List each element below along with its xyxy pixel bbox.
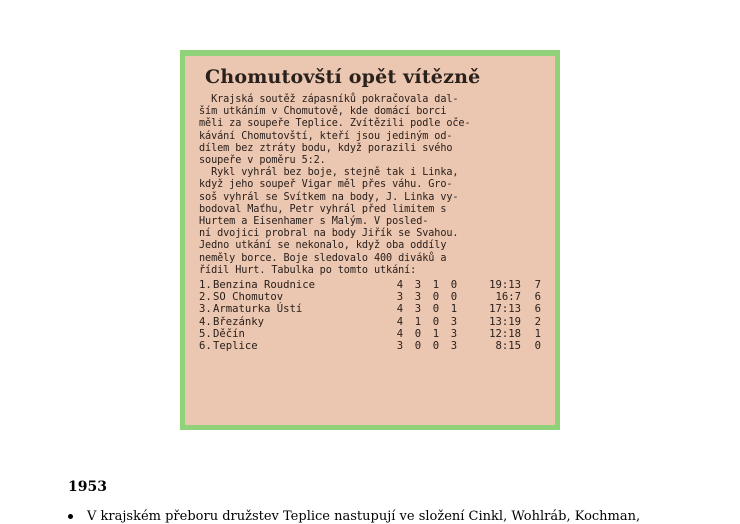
standings-played: 4 xyxy=(396,303,404,316)
standings-team: Armaturka Ústí xyxy=(213,303,303,316)
standings-team: Březánky xyxy=(213,315,265,328)
standings-wins: 0 xyxy=(414,327,422,340)
standings-rank: 3. xyxy=(199,303,212,316)
standings-points: 6 xyxy=(534,291,541,304)
standings-wins: 0 xyxy=(414,340,422,353)
standings-draws: 0 xyxy=(432,303,440,316)
standings-rank: 1. xyxy=(199,279,212,292)
bullet-icon xyxy=(68,514,73,519)
standings-losses: 3 xyxy=(450,340,458,353)
standings-rank: 6. xyxy=(199,340,212,353)
standings-losses: 3 xyxy=(450,327,458,340)
standings-row xyxy=(199,279,543,291)
standings-wins: 3 xyxy=(414,291,422,304)
standings-points: 2 xyxy=(534,315,541,328)
newspaper-clipping xyxy=(180,50,560,430)
standings-rank: 4. xyxy=(199,315,212,328)
standings-points: 6 xyxy=(534,303,541,316)
standings-rank: 5. xyxy=(199,327,212,340)
standings-wins: 3 xyxy=(414,279,422,292)
standings-rank: 2. xyxy=(199,291,212,304)
list-item xyxy=(68,509,728,524)
standings-draws: 0 xyxy=(432,315,440,328)
clipping-paper xyxy=(185,56,555,425)
standings-row xyxy=(199,328,543,340)
standings-score: 19:13 xyxy=(489,279,521,292)
standings-points: 7 xyxy=(534,279,541,292)
standings-team: Teplice xyxy=(213,340,258,353)
standings-draws: 0 xyxy=(432,340,440,353)
standings-score: 12:18 xyxy=(489,327,521,340)
standings-played: 4 xyxy=(396,315,404,328)
standings-draws: 1 xyxy=(432,279,440,292)
standings-draws: 0 xyxy=(432,291,440,304)
standings-team: Děčín xyxy=(213,327,245,340)
standings-team: SO Chomutov xyxy=(213,291,284,304)
standings-team: Benzina Roudnice xyxy=(213,279,316,292)
standings-table xyxy=(199,279,543,352)
standings-losses: 3 xyxy=(450,315,458,328)
standings-score: 16:7 xyxy=(495,291,521,304)
standings-losses: 0 xyxy=(450,291,458,304)
standings-played: 4 xyxy=(396,279,404,292)
standings-losses: 1 xyxy=(450,303,458,316)
clipping-title: Chomutovští opět vítězně xyxy=(205,66,481,88)
standings-draws: 1 xyxy=(432,327,440,340)
section-year-heading: 1953 xyxy=(68,479,107,495)
standings-played: 3 xyxy=(396,340,404,353)
standings-score: 13:19 xyxy=(489,315,521,328)
standings-row xyxy=(199,291,543,303)
standings-row xyxy=(199,316,543,328)
clipping-paragraph-1: Krajská soutěž zápasníků pokračovala dal- ším utkáním v Chomutově, kde domácí borci měli za soupeře Teplice. Zvítězili podle oče- kávání Chomutovští, kteří jsou jediným od- dílem bez ztráty bodu, když porazili svého soupeře v poměru 5:2. xyxy=(199,94,471,167)
standings-row xyxy=(199,303,543,315)
standings-losses: 0 xyxy=(450,279,458,292)
standings-row xyxy=(199,340,543,352)
standings-played: 3 xyxy=(396,291,404,304)
list-item-text: V krajském přeboru družstev Teplice nastupují ve složení Cinkl, Wohlráb, Kochman, xyxy=(87,509,641,524)
standings-played: 4 xyxy=(396,327,404,340)
standings-points: 1 xyxy=(534,327,541,340)
standings-score: 8:15 xyxy=(495,340,521,353)
standings-score: 17:13 xyxy=(489,303,521,316)
standings-wins: 1 xyxy=(414,315,422,328)
clipping-paragraph-2: Rykl vyhrál bez boje, stejně tak i Linka, když jeho soupeř Vigar měl přes váhu. Gro- soš vyhrál se Svítkem na body, J. Linka vy- bodoval Maťhu, Petr vyhrál před limitem s Hurtem a Eisenhamer s Malým. V posled- ní dvojici probral na body Jiřík se Svahou. Jedno utkání se nekonalo, když oba oddíly neměly borce. Boje sledovalo 400 diváků a řídil Hurt. Tabulka po tomto utkání: xyxy=(199,167,459,276)
standings-wins: 3 xyxy=(414,303,422,316)
standings-points: 0 xyxy=(534,340,541,353)
